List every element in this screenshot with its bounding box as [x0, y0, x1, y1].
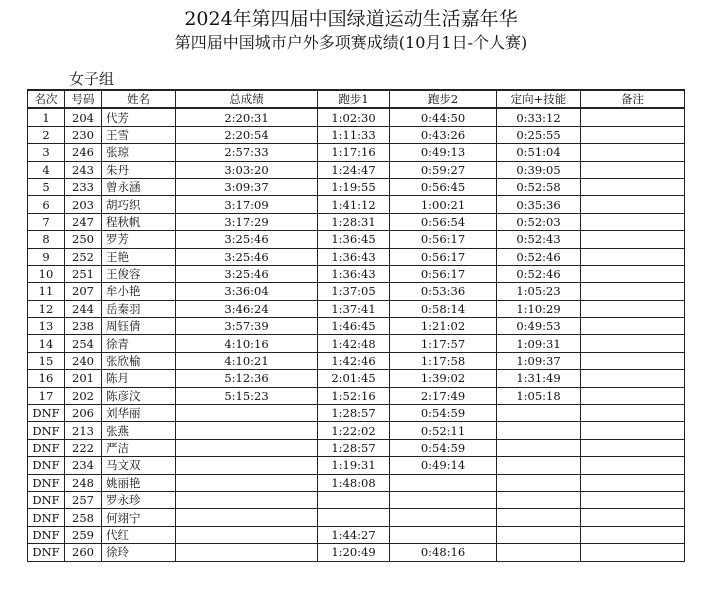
document-subtitle: 第四届中国城市户外多项赛成绩(10月1日-个人赛) [174, 33, 528, 52]
total-time-cell: 3:17:29 [176, 213, 318, 230]
note-cell [581, 300, 685, 317]
table-row [28, 509, 685, 526]
run1-time-cell: 1:17:16 [318, 144, 390, 161]
name-cell: 曾永涵 [102, 178, 176, 195]
run1-time-cell: 1:28:57 [318, 439, 390, 456]
bib-cell: 240 [65, 352, 102, 369]
run1-time-cell: 1:36:43 [318, 265, 390, 282]
run2-time-cell: 1:21:02 [390, 318, 497, 335]
run2-time-cell: 0:43:26 [390, 126, 497, 143]
total-time-cell: 2:20:31 [176, 108, 318, 126]
run2-time-cell: 2:17:49 [390, 387, 497, 404]
name-cell: 张欣榆 [102, 352, 176, 369]
name-cell: 王俊容 [102, 265, 176, 282]
run1-time-cell: 1:36:45 [318, 231, 390, 248]
rank-cell: DNF [28, 491, 65, 508]
orienteering-time-cell: 1:09:31 [497, 335, 581, 352]
bib-cell: 243 [65, 161, 102, 178]
run1-time-cell: 1:42:46 [318, 352, 390, 369]
run1-time-cell: 1:37:05 [318, 283, 390, 300]
table-row [28, 231, 685, 248]
group-label: 女子组 [69, 70, 115, 88]
bib-cell: 213 [65, 422, 102, 439]
rank-cell: DNF [28, 526, 65, 543]
rank-cell: 6 [28, 196, 65, 213]
rank-cell: 14 [28, 335, 65, 352]
table-row [28, 526, 685, 543]
total-time-cell: 3:25:46 [176, 248, 318, 265]
run1-time-cell [318, 491, 390, 508]
run1-time-cell: 1:28:57 [318, 405, 390, 422]
name-cell: 马文双 [102, 457, 176, 474]
note-cell [581, 370, 685, 387]
total-time-cell: 3:36:04 [176, 283, 318, 300]
rank-cell: 3 [28, 144, 65, 161]
note-cell [581, 474, 685, 491]
rank-cell: 15 [28, 352, 65, 369]
name-cell: 程秋帆 [102, 213, 176, 230]
total-time-cell [176, 422, 318, 439]
orienteering-time-cell [497, 526, 581, 543]
bib-cell: 203 [65, 196, 102, 213]
total-time-cell: 4:10:16 [176, 335, 318, 352]
name-cell: 严洁 [102, 439, 176, 456]
table-row [28, 108, 685, 126]
run1-time-cell: 1:46:45 [318, 318, 390, 335]
table-row [28, 318, 685, 335]
run1-time-cell: 1:37:41 [318, 300, 390, 317]
orienteering-time-cell: 0:51:04 [497, 144, 581, 161]
col-header-total: 总成绩 [176, 90, 318, 108]
run2-time-cell: 0:59:27 [390, 161, 497, 178]
table-row [28, 161, 685, 178]
rank-cell: 5 [28, 178, 65, 195]
col-header-orienteering: 定向+技能 [497, 90, 581, 108]
run2-time-cell: 0:56:17 [390, 265, 497, 282]
name-cell: 胡巧织 [102, 196, 176, 213]
name-cell: 王雪 [102, 126, 176, 143]
name-cell: 刘华丽 [102, 405, 176, 422]
rank-cell: 12 [28, 300, 65, 317]
orienteering-time-cell [497, 474, 581, 491]
orienteering-time-cell: 0:52:58 [497, 178, 581, 195]
run1-time-cell: 2:01:45 [318, 370, 390, 387]
run2-time-cell [390, 526, 497, 543]
note-cell [581, 161, 685, 178]
orienteering-time-cell: 1:05:23 [497, 283, 581, 300]
total-time-cell: 3:25:46 [176, 231, 318, 248]
note-cell [581, 196, 685, 213]
col-header-bib: 号码 [65, 90, 102, 108]
name-cell: 代红 [102, 526, 176, 543]
rank-cell: 8 [28, 231, 65, 248]
bib-cell: 254 [65, 335, 102, 352]
bib-cell: 206 [65, 405, 102, 422]
note-cell [581, 544, 685, 561]
note-cell [581, 144, 685, 161]
total-time-cell [176, 457, 318, 474]
run1-time-cell: 1:42:48 [318, 335, 390, 352]
rank-cell: DNF [28, 422, 65, 439]
total-time-cell: 5:15:23 [176, 387, 318, 404]
run1-time-cell: 1:19:31 [318, 457, 390, 474]
note-cell [581, 491, 685, 508]
bib-cell: 201 [65, 370, 102, 387]
run1-time-cell: 1:20:49 [318, 544, 390, 561]
run2-time-cell: 1:00:21 [390, 196, 497, 213]
bib-cell: 246 [65, 144, 102, 161]
run2-time-cell: 1:39:02 [390, 370, 497, 387]
name-cell: 周钰倩 [102, 318, 176, 335]
table-row [28, 370, 685, 387]
orienteering-time-cell: 1:09:37 [497, 352, 581, 369]
rank-cell: DNF [28, 405, 65, 422]
orienteering-time-cell: 1:05:18 [497, 387, 581, 404]
bib-cell: 257 [65, 491, 102, 508]
table-row [28, 544, 685, 561]
rank-cell: DNF [28, 544, 65, 561]
run2-time-cell [390, 474, 497, 491]
name-cell: 姚丽艳 [102, 474, 176, 491]
note-cell [581, 439, 685, 456]
col-header-run2: 跑步2 [390, 90, 497, 108]
orienteering-time-cell [497, 491, 581, 508]
total-time-cell: 4:10:21 [176, 352, 318, 369]
run2-time-cell: 0:49:13 [390, 144, 497, 161]
table-row [28, 352, 685, 369]
bib-cell: 238 [65, 318, 102, 335]
table-row [28, 213, 685, 230]
rank-cell: 17 [28, 387, 65, 404]
bib-cell: 202 [65, 387, 102, 404]
orienteering-time-cell: 1:10:29 [497, 300, 581, 317]
rank-cell: 16 [28, 370, 65, 387]
bib-cell: 250 [65, 231, 102, 248]
bib-cell: 248 [65, 474, 102, 491]
run2-time-cell: 0:58:14 [390, 300, 497, 317]
rank-cell: 4 [28, 161, 65, 178]
run1-time-cell: 1:36:43 [318, 248, 390, 265]
note-cell [581, 422, 685, 439]
table-row [28, 265, 685, 282]
col-header-rank: 名次 [28, 90, 65, 108]
table-row [28, 491, 685, 508]
note-cell [581, 178, 685, 195]
total-time-cell [176, 509, 318, 526]
note-cell [581, 405, 685, 422]
total-time-cell: 2:57:33 [176, 144, 318, 161]
note-cell [581, 213, 685, 230]
orienteering-time-cell: 0:25:55 [497, 126, 581, 143]
run1-time-cell: 1:48:08 [318, 474, 390, 491]
run2-time-cell: 0:48:16 [390, 544, 497, 561]
name-cell: 王艳 [102, 248, 176, 265]
bib-cell: 259 [65, 526, 102, 543]
rank-cell: 13 [28, 318, 65, 335]
orienteering-time-cell: 0:52:46 [497, 265, 581, 282]
table-row [28, 300, 685, 317]
orienteering-time-cell [497, 457, 581, 474]
name-cell: 陈彦汶 [102, 387, 176, 404]
table-row [28, 439, 685, 456]
run2-time-cell: 0:56:17 [390, 231, 497, 248]
name-cell: 徐玲 [102, 544, 176, 561]
run1-time-cell: 1:28:31 [318, 213, 390, 230]
orienteering-time-cell [497, 422, 581, 439]
run2-time-cell: 0:53:36 [390, 283, 497, 300]
run1-time-cell: 1:19:55 [318, 178, 390, 195]
bib-cell: 260 [65, 544, 102, 561]
rank-cell: 11 [28, 283, 65, 300]
orienteering-time-cell: 0:52:46 [497, 248, 581, 265]
bib-cell: 247 [65, 213, 102, 230]
col-header-run1: 跑步1 [318, 90, 390, 108]
run2-time-cell [390, 509, 497, 526]
note-cell [581, 108, 685, 126]
run1-time-cell: 1:52:16 [318, 387, 390, 404]
table-row [28, 457, 685, 474]
rank-cell: 2 [28, 126, 65, 143]
orienteering-time-cell [497, 405, 581, 422]
results-body [28, 108, 685, 561]
orienteering-time-cell: 1:31:49 [497, 370, 581, 387]
name-cell: 张燕 [102, 422, 176, 439]
bib-cell: 252 [65, 248, 102, 265]
total-time-cell: 5:12:36 [176, 370, 318, 387]
run1-time-cell: 1:22:02 [318, 422, 390, 439]
run1-time-cell [318, 509, 390, 526]
table-row [28, 474, 685, 491]
table-row [28, 144, 685, 161]
table-row [28, 283, 685, 300]
col-header-note: 备注 [581, 90, 685, 108]
run2-time-cell: 0:52:11 [390, 422, 497, 439]
name-cell: 罗永珍 [102, 491, 176, 508]
run2-time-cell: 0:44:50 [390, 108, 497, 126]
total-time-cell [176, 544, 318, 561]
note-cell [581, 231, 685, 248]
total-time-cell: 3:09:37 [176, 178, 318, 195]
bib-cell: 258 [65, 509, 102, 526]
total-time-cell: 3:17:09 [176, 196, 318, 213]
note-cell [581, 457, 685, 474]
run2-time-cell: 0:54:59 [390, 439, 497, 456]
orienteering-time-cell: 0:49:53 [497, 318, 581, 335]
bib-cell: 204 [65, 108, 102, 126]
bib-cell: 230 [65, 126, 102, 143]
name-cell: 罗芳 [102, 231, 176, 248]
rank-cell: 10 [28, 265, 65, 282]
results-table [27, 89, 685, 562]
bib-cell: 251 [65, 265, 102, 282]
run1-time-cell: 1:44:27 [318, 526, 390, 543]
bib-cell: 207 [65, 283, 102, 300]
note-cell [581, 283, 685, 300]
col-header-name: 姓名 [102, 90, 176, 108]
orienteering-time-cell: 0:52:43 [497, 231, 581, 248]
total-time-cell [176, 474, 318, 491]
orienteering-time-cell [497, 509, 581, 526]
name-cell: 牟小艳 [102, 283, 176, 300]
document-title: 2024年第四届中国绿道运动生活嘉年华 [184, 8, 518, 30]
note-cell [581, 318, 685, 335]
note-cell [581, 387, 685, 404]
total-time-cell [176, 491, 318, 508]
table-row [28, 422, 685, 439]
orienteering-time-cell [497, 439, 581, 456]
note-cell [581, 526, 685, 543]
rank-cell: 7 [28, 213, 65, 230]
run2-time-cell [390, 491, 497, 508]
run1-time-cell: 1:02:30 [318, 108, 390, 126]
run2-time-cell: 0:56:45 [390, 178, 497, 195]
table-row [28, 335, 685, 352]
orienteering-time-cell: 0:33:12 [497, 108, 581, 126]
total-time-cell: 3:57:39 [176, 318, 318, 335]
note-cell [581, 352, 685, 369]
note-cell [581, 248, 685, 265]
run1-time-cell: 1:41:12 [318, 196, 390, 213]
note-cell [581, 265, 685, 282]
bib-cell: 244 [65, 300, 102, 317]
bib-cell: 222 [65, 439, 102, 456]
note-cell [581, 335, 685, 352]
run2-time-cell: 0:54:59 [390, 405, 497, 422]
name-cell: 张琼 [102, 144, 176, 161]
total-time-cell [176, 439, 318, 456]
run1-time-cell: 1:11:33 [318, 126, 390, 143]
table-row [28, 387, 685, 404]
run2-time-cell: 0:49:14 [390, 457, 497, 474]
orienteering-time-cell [497, 544, 581, 561]
run2-time-cell: 1:17:58 [390, 352, 497, 369]
bib-cell: 233 [65, 178, 102, 195]
bib-cell: 234 [65, 457, 102, 474]
total-time-cell: 3:03:20 [176, 161, 318, 178]
name-cell: 何翊宁 [102, 509, 176, 526]
rank-cell: DNF [28, 474, 65, 491]
run2-time-cell: 0:56:54 [390, 213, 497, 230]
total-time-cell [176, 405, 318, 422]
run2-time-cell: 1:17:57 [390, 335, 497, 352]
rank-cell: DNF [28, 457, 65, 474]
orienteering-time-cell: 0:35:36 [497, 196, 581, 213]
rank-cell: DNF [28, 509, 65, 526]
name-cell: 岳秦羽 [102, 300, 176, 317]
run1-time-cell: 1:24:47 [318, 161, 390, 178]
table-row [28, 248, 685, 265]
total-time-cell: 2:20:54 [176, 126, 318, 143]
rank-cell: DNF [28, 439, 65, 456]
total-time-cell: 3:25:46 [176, 265, 318, 282]
note-cell [581, 126, 685, 143]
name-cell: 陈月 [102, 370, 176, 387]
name-cell: 代芳 [102, 108, 176, 126]
rank-cell: 1 [28, 108, 65, 126]
total-time-cell: 3:46:24 [176, 300, 318, 317]
table-row [28, 405, 685, 422]
orienteering-time-cell: 0:52:03 [497, 213, 581, 230]
total-time-cell [176, 526, 318, 543]
rank-cell: 9 [28, 248, 65, 265]
table-row [28, 196, 685, 213]
table-row [28, 178, 685, 195]
orienteering-time-cell: 0:39:05 [497, 161, 581, 178]
table-row [28, 126, 685, 143]
note-cell [581, 509, 685, 526]
run2-time-cell: 0:56:17 [390, 248, 497, 265]
header-row [28, 90, 685, 108]
name-cell: 朱丹 [102, 161, 176, 178]
name-cell: 徐青 [102, 335, 176, 352]
